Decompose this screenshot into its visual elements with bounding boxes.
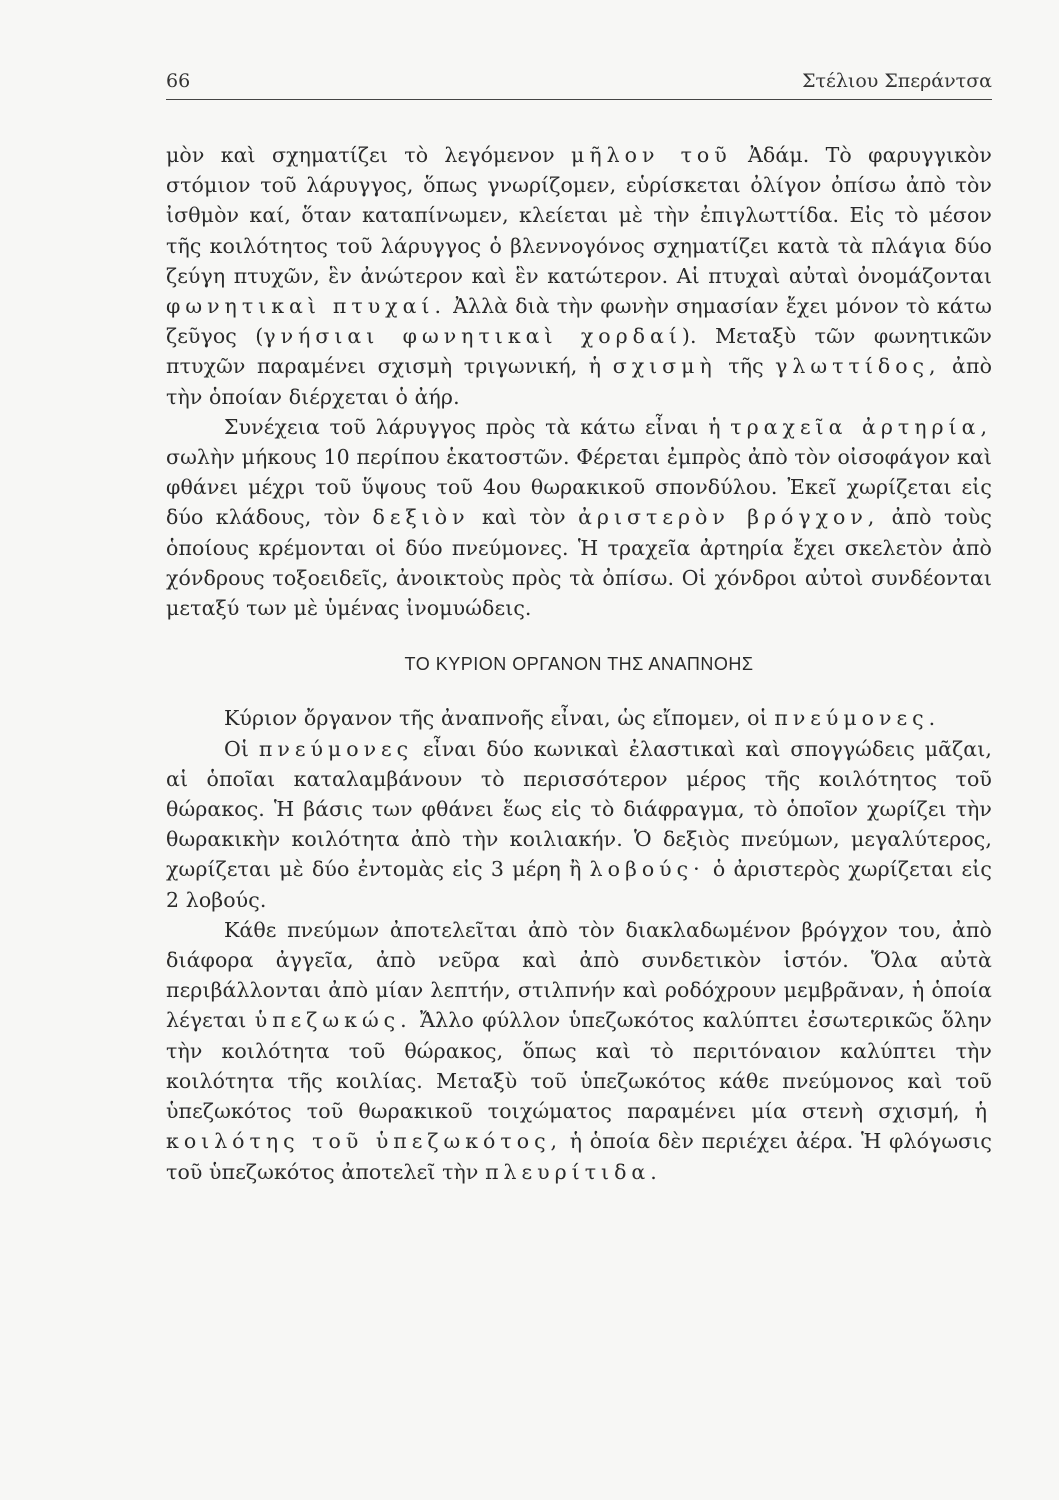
text-run: Συνέχεια τοῦ λάρυγγος πρὸς τὰ κάτω εἶναι ἡ <box>224 414 731 439</box>
emphasis-term: μῆλον τοῦ <box>571 143 732 167</box>
emphasis-term: σχισμὴ <box>612 354 717 379</box>
emphasis-term: πλευρίτιδα. <box>485 1159 662 1184</box>
paragraph-larynx <box>166 140 992 412</box>
text-run: Ἀλλὰ διὰ τὴν φωνὴν σημασίαν ἔχει μόνον τὸ κάτω ζεῦγος ( <box>166 294 992 349</box>
text-run: σωλὴν μήκους 10 περίπου ἑκατοστῶν. Φέρεται ἐμπρὸς ἀπὸ τὸν οἰσοφάγον καὶ φθάνει μέχρι τοῦ ὕψους τοῦ 4ου θωρακικοῦ σπονδύλου. Ἐκεῖ χωρίζεται εἰς δύο κλάδους, τὸν <box>166 445 992 530</box>
emphasis-term: ἀριστερὸν βρόγχον, <box>578 505 880 530</box>
text-run: ἀπὸ τὴν ὁποίαν διέρχεται ὁ ἀήρ. <box>166 354 993 409</box>
emphasis-term: γνήσιαι φωνητικαὶ χορδαί <box>263 324 682 349</box>
text-run: Ἄλλο φύλλον ὑπεζωκότος καλύπτει ἐσωτερικῶς ὅλην τὴν κοιλότητα τοῦ θώρακος, ὅπως καὶ τὸ περιτόναιον καλύπτει τὴν κοιλότητα τῆς κοιλίας. Μεταξὺ τοῦ ὑπεζωκότος κάθε πνεύμονος καὶ τοῦ ὑπεζωκότος τοῦ θωρακικοῦ τοιχώματος παραμένει μία στενὴ σχισμή, <box>166 1008 992 1124</box>
text-run: Κύριον ὄργανον τῆς ἀναπνοῆς εἶναι, ὡς εἴπομεν, οἱ <box>224 706 775 731</box>
emphasis-term: δεξιὸν <box>372 505 470 530</box>
text-run: ὁ ἀριστερὸς χωρίζεται εἰς 2 λοβούς. <box>166 857 992 912</box>
page-body <box>166 140 992 1187</box>
text-run: ἡ ὁποία δὲν περιέχει ἀέρα. Ἡ φλόγωσις τοῦ ὑπεζωκότος ἀποτελεῖ τὴν <box>166 1129 992 1184</box>
section-heading: ΤΟ ΚΥΡΙΟΝ ΟΡΓΑΝΟΝ ΤΗΣ ΑΝΑΠΝΟΗΣ <box>404 654 754 675</box>
paragraph-lungs <box>166 734 992 915</box>
paragraph-trachea <box>166 412 992 623</box>
emphasis-term: πνεύμονες <box>258 736 414 761</box>
text-run: τῆς <box>716 354 776 379</box>
emphasis-term: ὑπεζωκώς. <box>254 1008 412 1033</box>
page-header <box>166 70 992 92</box>
paragraph-lungs-intro <box>166 703 992 733</box>
text-run: Ἀδάμ. Τὸ φαρυγγικὸν στόμιον τοῦ λάρυγγος, ὅπως γνωρίζομεν, εὑρίσκεται ὀλίγον ὀπίσω ἀπὸ τὸν ἰσθμὸν καί, ὅταν καταπίνωμεν, κλείεται μὲ τὴν ἐπιγλωττίδα. Εἰς τὸ μέσον τῆς κοιλότητος τοῦ λάρυγγος ὁ βλεννογόνος σχηματίζει κατὰ τὰ πλάγια δύο ζεύγη πτυχῶν, ἓν ἀνώτερον καὶ ἓν κατώτερον. Αἱ πτυχαὶ αὐταὶ ὀνομάζονται <box>166 143 992 288</box>
text-run: ). Μεταξὺ τῶν φωνητικῶν πτυχῶν παραμένει σχισμὴ τριγωνική, ἡ <box>166 324 992 379</box>
emphasis-term: ἡ κοιλότης τοῦ ὑπεζωκότος, <box>166 1099 992 1154</box>
emphasis-term: λοβούς· <box>589 857 705 882</box>
text-run: μὸν καὶ σχηματίζει τὸ λεγόμενον <box>166 143 572 167</box>
text-run: καὶ τὸν <box>469 505 579 530</box>
emphasis-term: τραχεῖα ἀρτηρία, <box>730 414 992 439</box>
emphasis-term: γλωττίδος, <box>775 354 941 379</box>
text-run: Κάθε πνεύμων ἀποτελεῖται ἀπὸ τὸν διακλαδωμένον βρόγχον του, ἀπὸ διάφορα ἀγγεῖα, ἀπὸ νεῦρα καὶ ἀπὸ συνδετικὸν ἱστόν. Ὅλα αὐτὰ περιβάλλονται ἀπὸ μίαν λεπτήν, στιλπνήν καὶ ροδόχρουν μεμβρᾶναν, ἡ ὁποία λέγεται <box>166 917 992 1033</box>
text-run: Οἱ <box>224 736 259 761</box>
text-run: ἀπὸ τοὺς ὁποίους κρέμονται οἱ δύο πνεύμονες. Ἡ τραχεῖα ἀρτηρία ἔχει σκελετὸν ἀπὸ χόνδρους τοξοειδεῖς, ἀνοικτοὺς πρὸς τὰ ὀπίσω. Οἱ χόνδροι αὐτοὶ συνδέονται μεταξύ των μὲ ὑμένας ἰνομυώδεις. <box>166 505 992 621</box>
paragraph-pleura <box>166 915 992 1187</box>
running-title: Στέλιου Σπεράντσα <box>802 70 992 92</box>
header-divider <box>166 99 992 100</box>
text-run: εἶναι δύο κωνικαὶ ἐλαστικαὶ καὶ σπογγώδεις μᾶζαι, αἱ ὁποῖαι καταλαμβάνουν τὸ περισσότερον μέρος τῆς κοιλότητος τοῦ θώρακος. Ἡ βάσις των φθάνει ἕως εἰς τὸ διάφραγμα, τὸ ὁποῖον χωρίζει τὴν θωρακικὴν κοιλότητα ἀπὸ τὴν κοιλιακήν. Ὁ δεξιὸς πνεύμων, μεγαλύτερος, χωρίζεται μὲ δύο ἐντομὰς εἰς 3 μέρη ἢ <box>166 736 992 882</box>
emphasis-term: φωνητικαὶ πτυχαί. <box>166 294 446 319</box>
page-number: 66 <box>166 70 191 92</box>
emphasis-term: πνεύμονες. <box>774 706 941 731</box>
